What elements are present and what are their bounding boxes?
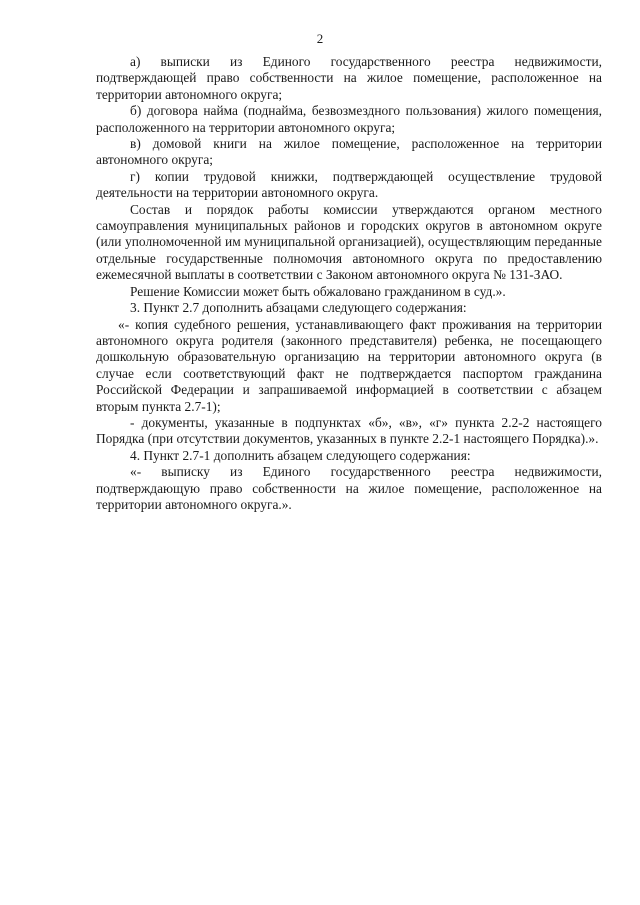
page-number: 2 <box>316 31 324 46</box>
paragraph-extract: «- выписку из Единого государственного реестра недвижимости, подтверждающую право собственности на жилое помещение, расположенное на территории автономного округа.». <box>96 464 602 512</box>
paragraph-item-g: г) копии трудовой книжки, подтверждающей осуществление трудовой деятельности на территории автономного округа. <box>96 168 602 201</box>
paragraph-commission-appeal: Решение Комиссии может быть обжаловано гражданином в суд.». <box>130 283 506 299</box>
paragraph-point-4: 4. Пункт 2.7-1 дополнить абзацем следующего содержания: <box>130 447 471 463</box>
paragraph-point-3: 3. Пункт 2.7 дополнить абзацами следующего содержания: <box>130 300 467 316</box>
document-body <box>96 54 602 513</box>
paragraph-item-v: в) домовой книги на жилое помещение, расположенное на территории автономного округа; <box>96 136 602 168</box>
paragraph-commission-composition: Состав и порядок работы комиссии утверждаются органом местного самоуправления муниципальных районов и городских округов в автономном округе (или уполномоченной им муниципальной организацией), осуществляющим переданные отдельные государственные полномочия автономного округа по предоставлению ежемесячной выплаты в соответствии с Законом автономного округа № 131-ЗАО. <box>96 201 602 283</box>
paragraph-item-b: б) договора найма (поднайма, безвозмездного пользования) жилого помещения, расположенного на территории автономного округа; <box>96 103 602 135</box>
paragraph-documents: - документы, указанные в подпунктах «б», «в», «г» пункта 2.2-2 настоящего Порядка (при отсутствии документов, указанных в пункте 2.2-1 настоящего Порядка).». <box>96 414 602 447</box>
paragraph-court-decision: «- копия судебного решения, устанавливающего факт проживания на территории автономного округа родителя (законного представителя) ребенка, не посещающего дошкольную образовательную организацию на территории автономного округа (в случае если соответствующий факт не подтверждается паспортом гражданина Российской Федерации и запрашиваемой информацией в соответствии с абзацем вторым пункта 2.7-1); <box>96 316 602 414</box>
paragraph-item-a: а) выписки из Единого государственного реестра недвижимости, подтверждающей право собственности на жилое помещение, расположенное на территории автономного округа; <box>96 54 602 102</box>
